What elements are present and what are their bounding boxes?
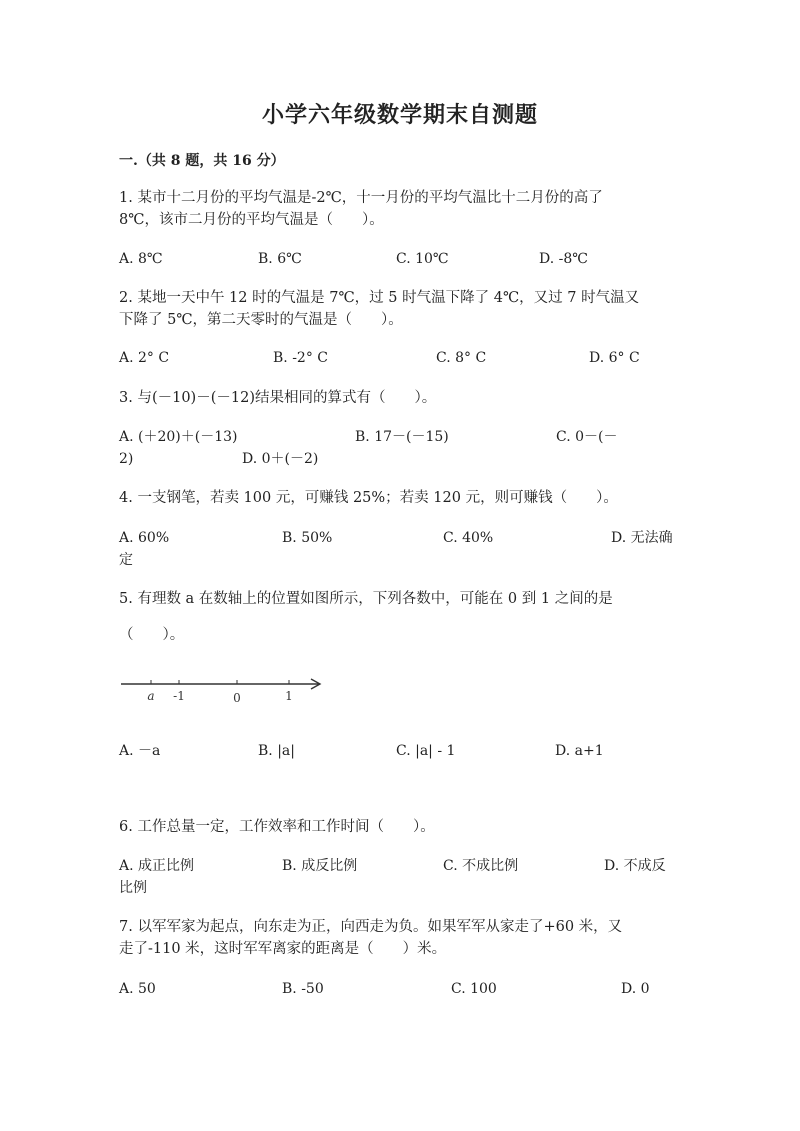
question-5-option-d: D. a+1 <box>555 743 604 759</box>
question-7-option-a: A. 50 <box>119 981 156 997</box>
question-2-line-1: 2. 某地一天中午 12 时的气温是 7℃，过 5 时气温下降了 4℃，又过 7 时气温又 <box>119 290 640 306</box>
question-4-option-b: B. 50% <box>282 530 333 546</box>
question-3-option-d: D. 0＋(－2) <box>242 451 319 467</box>
question-3-option-c: C. 0－(－ <box>556 429 618 445</box>
label-0: 0 <box>233 691 241 705</box>
question-4-option-d-cont: 定 <box>119 552 133 568</box>
question-5-line-1: 5. 有理数 a 在数轴上的位置如图所示，下列各数中，可能在 0 到 1 之间的是 <box>119 591 613 607</box>
question-7-option-b: B. -50 <box>282 981 324 997</box>
question-5-option-b: B. |a| <box>258 743 295 759</box>
question-7-line-1: 7. 以军军家为起点，向东走为正，向西走为负。如果军军从家走了+60 米，又 <box>119 919 623 935</box>
page-title: 小学六年级数学期末自测题 <box>261 102 538 128</box>
question-1-line-2: 8℃，该市二月份的平均气温是（ ）。 <box>119 212 384 228</box>
question-3-line-1: 3. 与(－10)－(－12)结果相同的算式有（ ）。 <box>119 390 437 406</box>
question-1-option-a: A. 8℃ <box>119 251 163 267</box>
question-6-line-1: 6. 工作总量一定，工作效率和工作时间（ ）。 <box>119 819 435 835</box>
question-4-line-1: 4. 一支钢笔，若卖 100 元，可赚钱 25%；若卖 120 元，则可赚钱（ ）。 <box>119 490 618 506</box>
question-2-option-d: D. 6° C <box>589 350 640 366</box>
question-1-option-c: C. 10℃ <box>396 251 449 267</box>
question-3-option-c-cont: 2) <box>119 451 134 467</box>
question-2-option-c: C. 8° C <box>436 350 487 366</box>
question-4-option-c: C. 40% <box>443 530 494 546</box>
question-6-option-d-cont: 比例 <box>119 880 147 896</box>
question-7-option-c: C. 100 <box>451 981 497 997</box>
question-3-option-b: B. 17－(－15) <box>355 429 449 445</box>
question-6-option-a: A. 成正比例 <box>119 858 195 874</box>
label-minus-1: -1 <box>173 689 185 703</box>
section-heading: 一.（共 8 题，共 16 分） <box>119 153 285 169</box>
question-7-option-d: D. 0 <box>621 981 650 997</box>
question-1-line-1: 1. 某市十二月份的平均气温是-2℃，十一月份的平均气温比十二月份的高了 <box>119 190 603 206</box>
question-5-option-c: C. |a| - 1 <box>396 743 456 759</box>
question-2-option-a: A. 2° C <box>119 350 170 366</box>
question-4-option-d: D. 无法确 <box>611 530 673 546</box>
question-2-option-b: B. -2° C <box>273 350 328 366</box>
number-line-figure <box>119 676 329 716</box>
question-4-option-a: A. 60% <box>119 530 170 546</box>
label-a: a <box>147 689 155 703</box>
question-6-option-b: B. 成反比例 <box>282 858 358 874</box>
label-1: 1 <box>285 689 293 703</box>
question-3-option-a: A. (＋20)＋(－13) <box>119 429 238 445</box>
question-5-line-2: （ ）。 <box>119 627 185 643</box>
question-1-option-d: D. -8℃ <box>539 251 588 267</box>
question-1-option-b: B. 6℃ <box>258 251 302 267</box>
question-7-line-2: 走了-110 米，这时军军离家的距离是（ ）米。 <box>119 941 447 957</box>
question-2-line-2: 下降了 5℃，第二天零时的气温是（ ）。 <box>119 312 403 328</box>
question-5-option-a: A. －a <box>119 743 161 759</box>
question-6-option-c: C. 不成比例 <box>443 858 519 874</box>
question-6-option-d: D. 不成反 <box>604 858 666 874</box>
